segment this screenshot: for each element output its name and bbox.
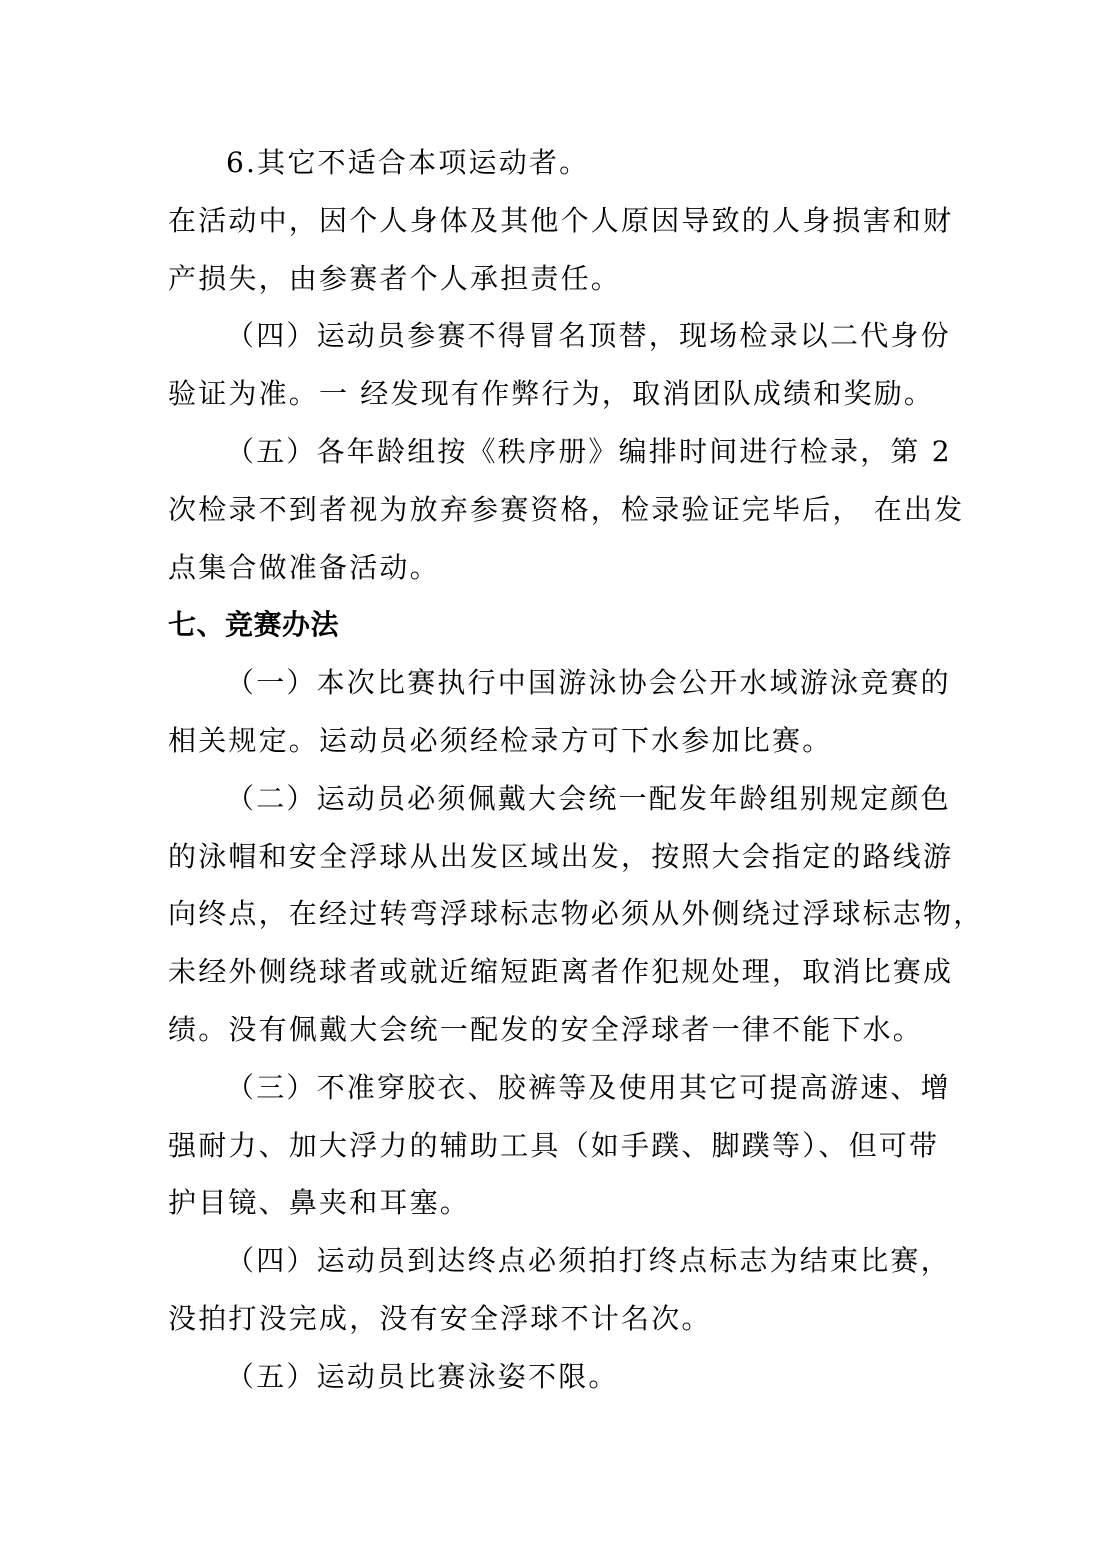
liability-line-1: 在活动中，因个人身体及其他个人原因导致的人身损害和财 (168, 204, 954, 237)
section-7-heading: 七、竞赛办法 (168, 608, 340, 641)
rule-3-line-1: （三）不准穿胶衣、胶裤等及使用其它可提高游速、增 (226, 1071, 951, 1104)
para-5-line-3: 点集合做准备活动。 (168, 551, 440, 584)
rule-2-line-1: （二）运动员必须佩戴大会统一配发年龄组别规定颜色 (226, 782, 951, 815)
rule-3-line-2: 强耐力、加大浮力的辅助工具（如手蹼、脚蹼等）、但可带 (168, 1129, 940, 1162)
rule-4-line-2: 没拍打没完成，没有安全浮球不计名次。 (168, 1302, 712, 1335)
rule-1-line-2: 相关规定。运动员必须经检录方可下水参加比赛。 (168, 724, 833, 757)
rule-1-line-1: （一）本次比赛执行中国游泳协会公开水域游泳竞赛的 (226, 666, 951, 699)
rule-2-line-5: 绩。没有佩戴大会统一配发的安全浮球者一律不能下水。 (168, 1013, 924, 1046)
rule-2-line-4: 未经外侧绕球者或就近缩短距离者作犯规处理，取消比赛成 (168, 955, 954, 988)
item-6-line: 6.其它不适合本项运动者。 (226, 146, 590, 179)
rule-4-line-1: （四）运动员到达终点必须拍打终点标志为结束比赛， (226, 1244, 951, 1277)
rule-2-line-3: 向终点，在经过转弯浮球标志物必须从外侧绕过浮球标志物， (168, 897, 984, 930)
liability-line-2: 产损失，由参赛者个人承担责任。 (168, 262, 622, 295)
para-4-line-2: 验证为准。一 经发现有作弊行为，取消团队成绩和奖励。 (168, 377, 935, 410)
rule-5-line-1: （五）运动员比赛泳姿不限。 (226, 1360, 619, 1393)
para-4-line-1: （四）运动员参赛不得冒名顶替，现场检录以二代身份 (226, 319, 951, 352)
rule-2-line-2: 的泳帽和安全浮球从出发区域出发，按照大会指定的路线游 (168, 840, 954, 873)
para-5-line-1: （五）各年龄组按《秩序册》编排时间进行检录，第 2 (226, 435, 952, 468)
rule-3-line-3: 护目镜、鼻夹和耳塞。 (168, 1186, 471, 1219)
para-5-line-2: 次检录不到者视为放弃参赛资格，检录验证完毕后， 在出发 (168, 493, 965, 526)
